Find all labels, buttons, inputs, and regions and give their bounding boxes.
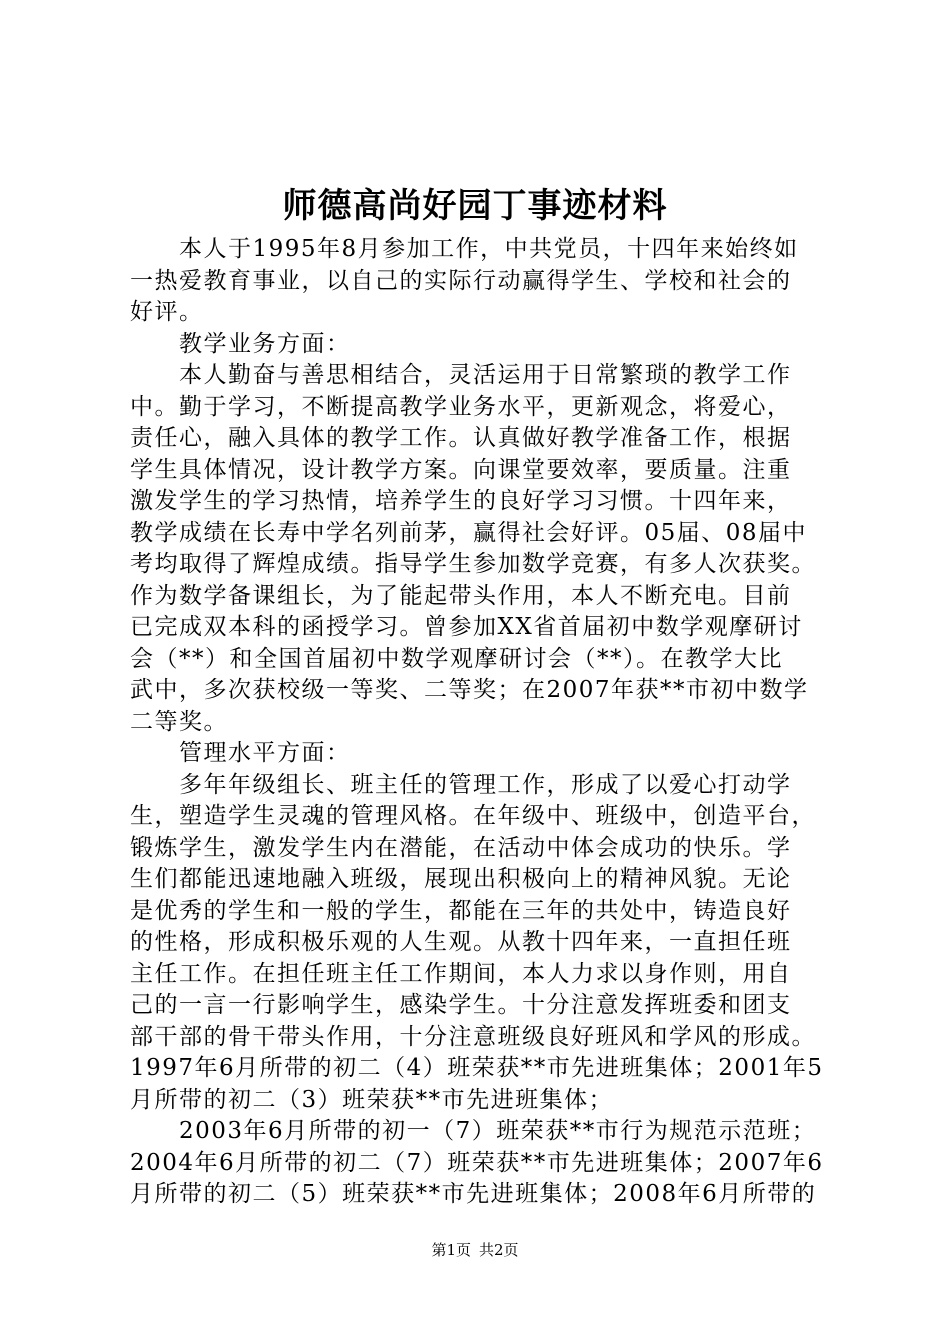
body-line: 己的一言一行影响学生，感染学生。十分注意发挥班委和团支 — [130, 992, 792, 1018]
document-body — [130, 234, 835, 1211]
body-line: 的性格，形成积极乐观的人生观。从教十四年来，一直担任班 — [130, 929, 792, 955]
section-heading-teaching: 教学业务方面： — [130, 330, 351, 357]
body-line: 多年年级组长、班主任的管理工作，形成了以爱心打动学 — [130, 771, 792, 798]
body-line: 会（**）和全国首届初中数学观摩研讨会（**）。在教学大比 — [130, 645, 783, 672]
body-line: 作为数学备课组长，为了能起带头作用，本人不断充电。目前 — [130, 582, 792, 609]
body-line: 是优秀的学生和一般的学生，都能在三年的共处中，铸造良好 — [130, 897, 792, 924]
body-line: 2003年6月所带的初一（7）班荣获**市行为规范示范班； — [130, 1118, 817, 1144]
body-line: 教学成绩在长寿中学名列前茅，赢得社会好评。05届、08届中 — [130, 519, 808, 546]
body-line: 月所带的初二（3）班荣获**市先进班集体； — [130, 1086, 614, 1113]
body-line: 部干部的骨干带头作用，十分注意班级良好班风和学风的形成。 — [130, 1023, 816, 1050]
body-line: 责任心，融入具体的教学工作。认真做好教学准备工作，根据 — [130, 425, 792, 451]
body-line: 已完成双本科的函授学习。曾参加XX省首届初中数学观摩研讨 — [130, 614, 803, 640]
page-number: 第1页 — [431, 1241, 471, 1259]
body-line: 学生具体情况，设计教学方案。向课堂要效率，要质量。注重 — [130, 456, 792, 483]
page-total: 共2页 — [479, 1241, 519, 1259]
body-line: 锻炼学生，激发学生内在潜能，在活动中体会成功的快乐。学 — [130, 834, 792, 861]
document-title: 师德高尚好园丁事迹材料 — [282, 186, 668, 226]
body-line: 好评。 — [130, 299, 204, 325]
body-line: 中。勤于学习，不断提高教学业务水平，更新观念，将爱心， — [130, 393, 792, 420]
body-line: 月所带的初二（5）班荣获**市先进班集体；2008年6月所带的 — [130, 1181, 817, 1207]
body-line: 1997年6月所带的初二（4）班荣获**市先进班集体；2001年5 — [130, 1055, 824, 1081]
body-line: 本人勤奋与善思相结合，灵活运用于日常繁琐的教学工作 — [130, 362, 792, 388]
body-line: 主任工作。在担任班主任工作期间，本人力求以身作则，用自 — [130, 960, 792, 987]
body-line: 武中，多次获校级一等奖、二等奖；在2007年获**市初中数学 — [130, 677, 809, 703]
body-line: 一热爱教育事业，以自己的实际行动赢得学生、学校和社会的 — [130, 267, 792, 294]
body-line: 本人于1995年8月参加工作，中共党员，十四年来始终如 — [130, 236, 799, 262]
body-line: 2004年6月所带的初二（7）班荣获**市先进班集体；2007年6 — [130, 1149, 824, 1176]
body-line: 激发学生的学习热情，培养学生的良好学习习惯。十四年来， — [130, 488, 792, 514]
page-footer — [0, 1240, 950, 1260]
body-line: 生们都能迅速地融入班级，展现出积极向上的精神风貌。无论 — [130, 866, 792, 892]
body-line: 考均取得了辉煌成绩。指导学生参加数学竞赛，有多人次获奖。 — [130, 551, 816, 577]
section-heading-management: 管理水平方面： — [130, 740, 351, 766]
body-line: 生，塑造学生灵魂的管理风格。在年级中、班级中，创造平台， — [130, 803, 816, 829]
body-line: 二等奖。 — [130, 708, 228, 735]
